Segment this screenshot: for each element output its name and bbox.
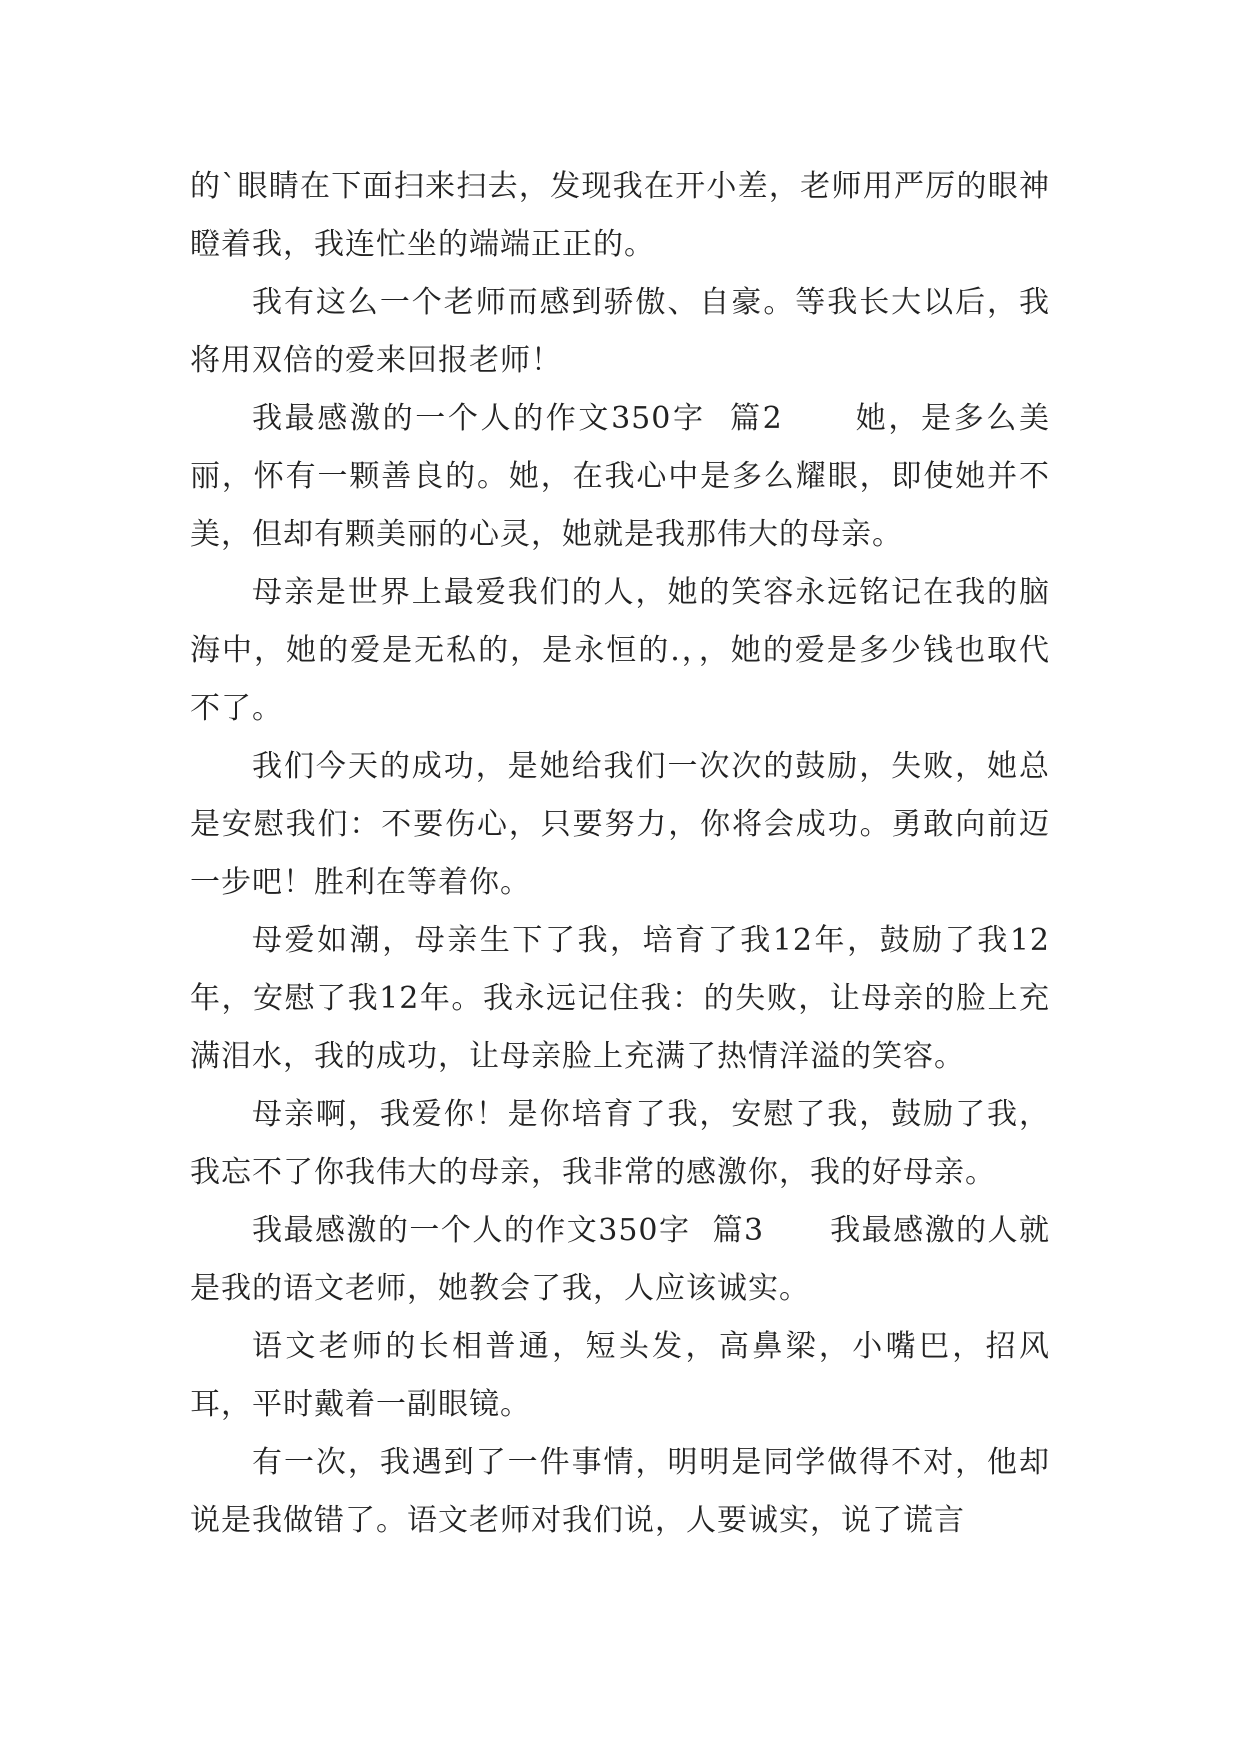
paragraph: 语文老师的长相普通，短头发，高鼻梁，小嘴巴，招风耳，平时戴着一副眼镜。 [190, 1329, 1050, 1422]
paragraph: 我有这么一个老师而感到骄傲、自豪。等我长大以后，我将用双倍的爱来回报老师！ [190, 285, 1050, 378]
paragraph-essay-3-heading: 我最感激的一个人的作文350字 篇3 我最感激的人就是我的语文老师，她教会了我，人应该诚实。 [190, 1213, 1050, 1306]
paragraph: 有一次，我遇到了一件事情，明明是同学做得不对，他却说是我做错了。语文老师对我们说，人要诚实，说了谎言 [190, 1445, 1050, 1538]
paragraph: 母亲啊，我爱你！是你培育了我，安慰了我，鼓励了我，我忘不了你我伟大的母亲，我非常的感激你，我的好母亲。 [190, 1097, 1050, 1190]
paragraph-essay-2-heading: 我最感激的一个人的作文350字 篇2 她，是多么美丽，怀有一颗善良的。她，在我心中是多么耀眼，即使她并不美，但却有颗美丽的心灵，她就是我那伟大的母亲。 [190, 401, 1050, 552]
document-body [190, 158, 1050, 1550]
paragraph-continuation: 的`眼睛在下面扫来扫去，发现我在开小差，老师用严厉的眼神瞪着我，我连忙坐的端端正正的。 [190, 169, 1050, 262]
paragraph: 母爱如潮，母亲生下了我，培育了我12年，鼓励了我12年，安慰了我12年。我永远记住我：的失败，让母亲的脸上充满泪水，我的成功，让母亲脸上充满了热情洋溢的笑容。 [190, 923, 1050, 1074]
paragraph: 母亲是世界上最爱我们的人，她的笑容永远铭记在我的脑海中，她的爱是无私的，是永恒的.，，她的爱是多少钱也取代不了。 [190, 575, 1050, 726]
paragraph: 我们今天的成功，是她给我们一次次的鼓励，失败，她总是安慰我们：不要伤心，只要努力，你将会成功。勇敢向前迈一步吧！胜利在等着你。 [190, 749, 1050, 900]
